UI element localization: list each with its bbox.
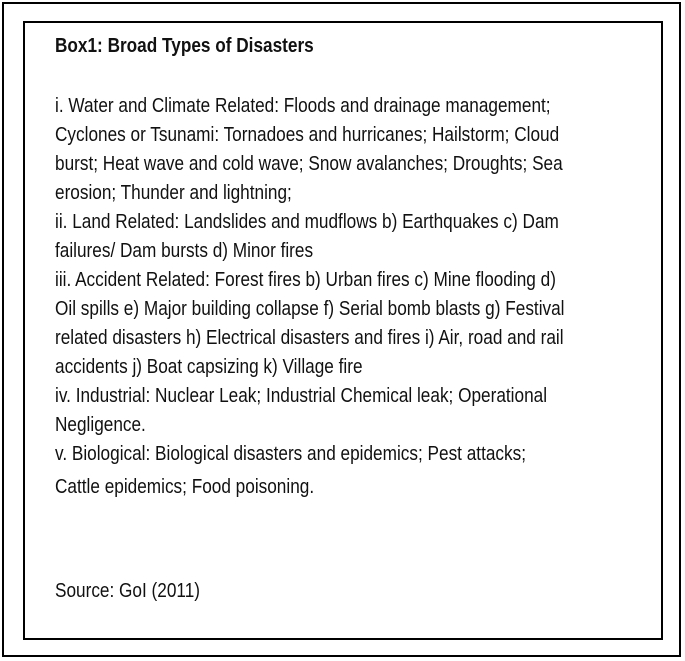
body-line-accident-3: related disasters h) Electrical disasters and fires i) Air, road and rail bbox=[55, 327, 564, 349]
body-line-accident-4: accidents j) Boat capsizing k) Village fire bbox=[55, 356, 363, 378]
body-line-water-3: burst; Heat wave and cold wave; Snow avalanches; Droughts; Sea bbox=[55, 153, 563, 175]
body-line-industrial-1: iv. Industrial: Nuclear Leak; Industrial Chemical leak; Operational bbox=[55, 385, 548, 407]
source-citation: Source: GoI (2011) bbox=[55, 580, 201, 602]
body-line-accident-2: Oil spills e) Major building collapse f) Serial bomb blasts g) Festival bbox=[55, 298, 565, 320]
body-line-accident-1: iii. Accident Related: Forest fires b) Urban fires c) Mine flooding d) bbox=[55, 269, 556, 291]
body-line-land-2: failures/ Dam bursts d) Minor fires bbox=[55, 240, 314, 262]
body-line-water-2: Cyclones or Tsunami: Tornadoes and hurricanes; Hailstorm; Cloud bbox=[55, 124, 560, 146]
box-body bbox=[55, 92, 580, 502]
body-line-biological-2: Cattle epidemics; Food poisoning. bbox=[55, 476, 315, 498]
body-line-water-1: i. Water and Climate Related: Floods and drainage management; bbox=[55, 95, 551, 117]
body-line-industrial-2: Negligence. bbox=[55, 414, 146, 436]
box-title: Box1: Broad Types of Disasters bbox=[55, 35, 314, 57]
body-line-biological-1: v. Biological: Biological disasters and epidemics; Pest attacks; bbox=[55, 443, 526, 465]
body-line-land-1: ii. Land Related: Landslides and mudflows b) Earthquakes c) Dam bbox=[55, 211, 559, 233]
body-line-water-4: erosion; Thunder and lightning; bbox=[55, 182, 292, 204]
